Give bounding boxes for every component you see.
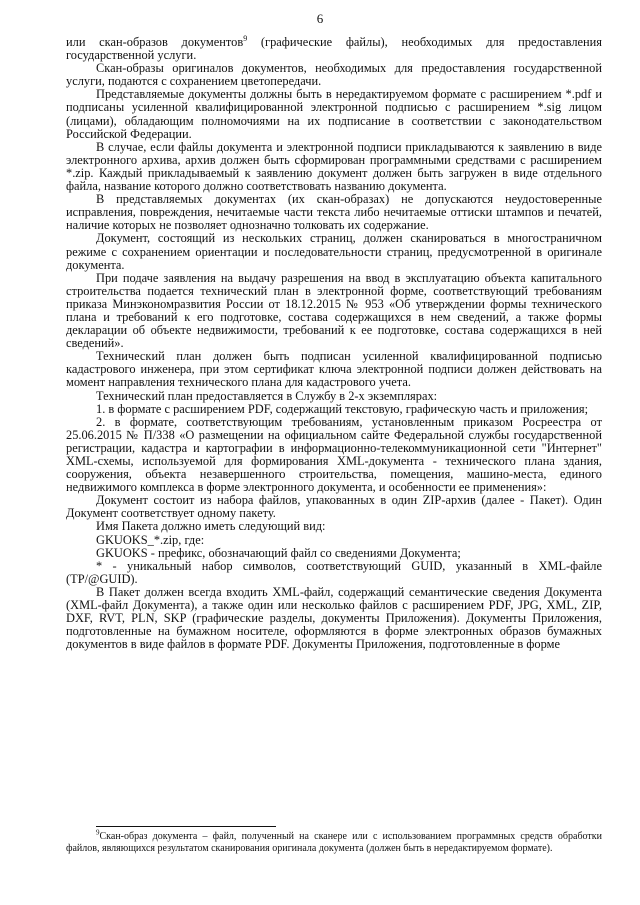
paragraph: [66, 272, 602, 351]
paragraph-text: Технический план предоставляется в Службу в 2-х экземплярах:: [96, 388, 438, 403]
paragraph-text: В Пакет должен всегда входить XML-файл, содержащий семантические сведения Документа (XML-файл Документа), а также один или несколько файлов с расширением PDF, JPG, XML, ZIP, DXF, RVT, PLN, SKP (графические разделы, документы Приложения). Документы Приложения, подготовленные на бумажном носителе, оформляются в форме электронных образов бумажных документов в виде файлов в формате PDF. Документы Приложения, подготовленные в форме: [66, 584, 602, 652]
footnote-marker: 9: [96, 828, 100, 837]
footnote-divider: [96, 826, 276, 827]
paragraph-text: Технический план должен быть подписан усиленной квалифицированной подписью кадастрового инженера, при этом сертификат ключа электронной подписи должен действовать на момент направления технического плана для кадастрового учета.: [66, 349, 602, 390]
paragraph: [66, 350, 602, 389]
paragraph-text: Скан-образы оригиналов документов, необходимых для предоставления государственной услуги, подаются с сохранением цветопередачи.: [66, 61, 602, 89]
paragraph-text: В случае, если файлы документа и электронной подписи прикладываются к заявлению в виде электронного архива, архив должен быть сформирован программными средствами с расширением *.zip. Каждый прикладываемый к заявлению документ должен быть загружен в виде отдельного файла, название которого должно соответствовать названию документа.: [66, 139, 602, 194]
paragraph: [66, 586, 602, 651]
footnote: [66, 828, 602, 854]
paragraph-text: или скан-образов документов: [66, 35, 244, 49]
paragraph-text: Документ состоит из набора файлов, упакованных в один ZIP-архив (далее - Пакет). Один Документ соответствует одному пакету.: [66, 493, 602, 521]
paragraph: [66, 416, 602, 495]
paragraph-text: * - уникальный набор символов, соответствующий GUID, указанный в XML-файле (TP/@GUID).: [66, 558, 602, 586]
page-number: 6: [316, 11, 324, 26]
paragraph-text: Документ, состоящий из нескольких страниц, должен сканироваться в многостраничном режиме с сохранением ориентации и последовательности страниц, предусмотренной в оригинале документа.: [66, 231, 602, 272]
paragraph-text: 2. в формате, соответствующим требованиям, установленным приказом Росреестра от 25.06.2015 № П/338 «О размещении на официальном сайте Федеральной службы государственной регистрации, кадастра и картографии в информационно-телекоммуникационной сети "Интернет" XML-схемы, используемой для формирования XML-документа - технического плана здания, сооружения, объекта незавершенного строительства, помещения, машино-места, единого недвижимого комплекса в форме электронного документа, и особенности ее применения»:: [66, 414, 602, 495]
paragraph: [66, 494, 602, 520]
body-text: [66, 33, 603, 652]
paragraph: [66, 33, 603, 63]
paragraph-text: GKUOKS - префикс, обозначающий файл со сведениями Документа;: [96, 545, 461, 560]
paragraph-text: (графические файлы), необходимых для предоставления государственной услуги.: [66, 35, 603, 63]
paragraph: [66, 141, 602, 193]
paragraph: [66, 62, 602, 88]
paragraph: [66, 232, 602, 271]
paragraph-text: GKUOKS_*.zip, где:: [96, 532, 205, 547]
paragraph: [66, 560, 602, 586]
paragraph-text: Представляемые документы должны быть в нередактируемом формате с расширением *.pdf и подписаны усиленной квалифицированной электронной подписью с расширением *.sig лицом (лицами), обладающим полномочиями на их подписание в соответствии с законодательством Российской Федерации.: [66, 87, 602, 141]
paragraph: [66, 193, 602, 232]
paragraph-text: Имя Пакета должно иметь следующий вид:: [96, 519, 326, 534]
paragraph-text: В представляемых документах (их скан-образах) не допускаются неудостоверенные исправления, повреждения, нечитаемые части текста либо нечитаемые оттиски штампов и печатей, наличие которых не позволяет однозначно толковать их содержание.: [66, 192, 602, 233]
footnote-reference: 9: [243, 33, 248, 43]
paragraph-text: 1. в формате с расширением PDF, содержащий текстовую, графическую часть и приложения;: [96, 401, 589, 416]
paragraph: [66, 88, 602, 140]
paragraph-text: При подаче заявления на выдачу разрешения на ввод в эксплуатацию объекта капитального строительства подается технический план в электронной форме, соответствующий требованиям приказа Минэкономразвития России от 18.12.2015 № 953 «Об утверждении формы технического плана и требований к его подготовке, состава содержащихся в нем сведений, а также формы декларации об объекте недвижимости, требований к ее подготовке, состава содержащихся в ней сведений».: [66, 270, 602, 351]
footnote-text: Скан-образ документа – файл, полученный на сканере или с использованием программных средств обработки файлов, являющихся результатом сканирования оригинала документа (должен быть в нередактируемом формате).: [66, 831, 602, 854]
